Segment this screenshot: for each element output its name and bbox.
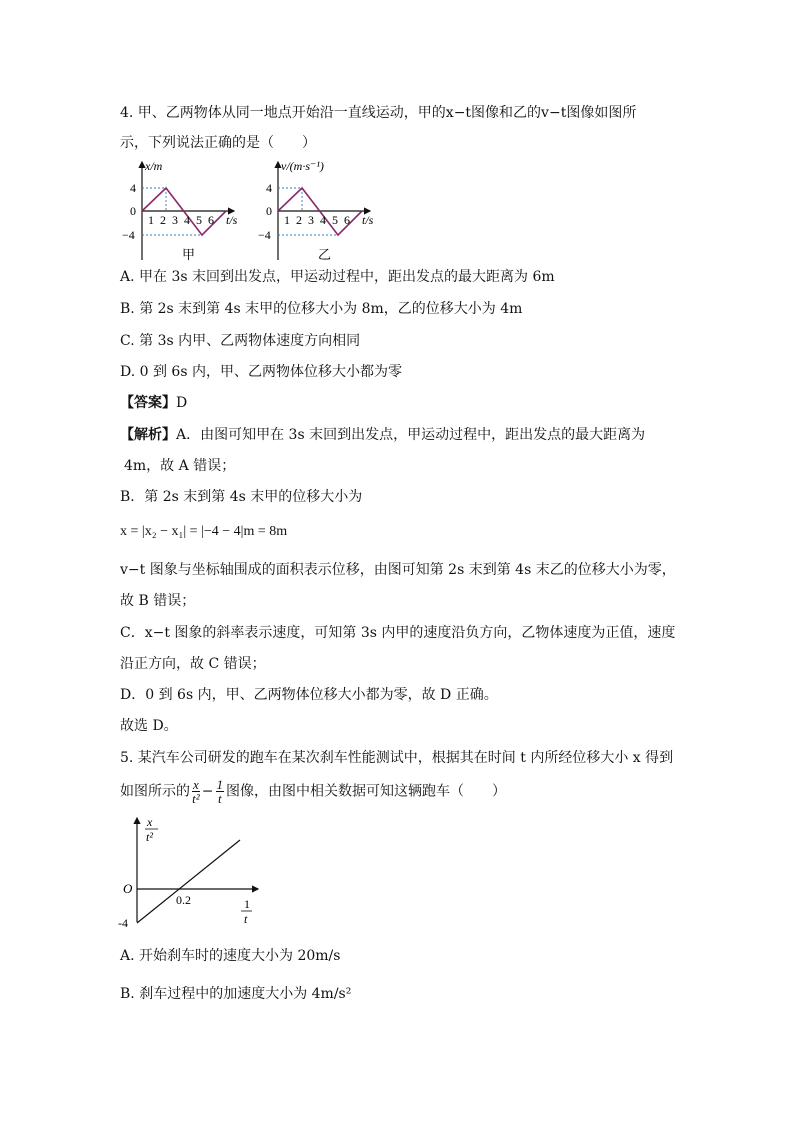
q5-line2-pre: 如图所示的 (120, 783, 190, 800)
q5-frac-1-t: $\frac{1}{t}$ (216, 777, 224, 806)
q4-stem-line2: 示，下列说法正确的是（ ） (120, 135, 316, 151)
analysis-a2: 4m，故 A 错误； (124, 458, 236, 474)
q5-stem-line1: 5. 某汽车公司研发的跑车在某次刹车性能测试中，根据其在时间 t 内所经位移大小 x 得到 (120, 750, 674, 766)
yi-xtick: 2 (296, 213, 302, 227)
q5-frac-x-t2: $\frac{x}{\text{t²}}$ (192, 777, 200, 806)
q5-option-a: A. 开始刹车时的速度大小为 20m/s (120, 948, 341, 964)
analysis-a1 (120, 425, 645, 445)
analysis-d1: D．0 到 6s 内，甲、乙两物体位移大小都为零，故 D 正确。 (120, 687, 498, 703)
jia-xtick: 4 (184, 213, 190, 227)
yi-ytick-0: 0 (266, 204, 272, 218)
q5-line (137, 840, 240, 923)
jia-xtick: 6 (208, 213, 214, 227)
yi-xlabel: t/s (362, 213, 374, 227)
q5-xtick: 0.2 (176, 893, 191, 907)
analysis-choose: 故选 D。 (120, 718, 178, 734)
analysis-tag: 【解析】 (120, 427, 176, 443)
yi-xtick: 5 (332, 213, 338, 227)
q5-stem-line2: 如图所示的 $\frac{x}{\text{t²}}$ − $\frac{1}{t}$ 图像，由图中相关数据可知这辆跑车（ ） (120, 777, 507, 806)
yi-xtick: 4 (320, 213, 326, 227)
yi-ylabel: v/(m·s⁻¹) (281, 159, 324, 173)
q4-option-b: B. 第 2s 末到第 4s 末甲的位移大小为 8m，乙的位移大小为 4m (120, 301, 523, 317)
yi-ytick-4: 4 (266, 181, 272, 195)
jia-caption: 甲 (182, 247, 196, 262)
jia-xtick: 1 (148, 213, 154, 227)
analysis-b2: v−t 图象与坐标轴围成的面积表示位移，由图可知第 2s 末到第 4s 末乙的位移大小为零， (120, 562, 676, 578)
q5-ylabel-num: x (147, 815, 153, 829)
q5-xlabel-den: t (244, 912, 248, 926)
yi-xtick: 1 (284, 213, 290, 227)
graph-yi (258, 156, 393, 264)
analysis-c2: 沿正方向，故 C 错误； (120, 656, 266, 672)
jia-xtick: 2 (160, 213, 166, 227)
q4-option-d: D. 0 到 6s 内，甲、乙两物体位移大小都为零 (120, 364, 402, 380)
analysis-c1: C．x−t 图象的斜率表示速度，可知第 3s 内甲的速度沿负方向，乙物体速度为正值，速度 (120, 625, 676, 641)
jia-ylabel: x/m (145, 159, 163, 173)
q4-stem-line1: 4. 甲、乙两物体从同一地点开始沿一直线运动，甲的x−t图像和乙的v−t图像如图所 (120, 105, 637, 121)
answer-line (120, 393, 187, 413)
q5-ytick: -4 (118, 916, 128, 927)
q5-xlabel-num: 1 (244, 897, 250, 911)
jia-ytick-neg4: −4 (122, 228, 135, 242)
jia-xtick: 3 (172, 213, 178, 227)
analysis-b1: B．第 2s 末到第 4s 末甲的位移大小为 (120, 489, 363, 505)
yi-ytick-neg4: −4 (258, 228, 271, 242)
analysis-formula: x = |x₂ − x₁| = |−4 − 4|m = 8m (120, 524, 288, 539)
q4-option-c: C. 第 3s 内甲、乙两物体速度方向相同 (120, 333, 361, 349)
q4-option-a: A. 甲在 3s 末回到出发点，甲运动过程中，距出发点的最大距离为 6m (120, 269, 555, 285)
jia-xtick: 5 (196, 213, 202, 227)
q5-origin: O (123, 881, 133, 896)
graph-jia (122, 156, 257, 264)
yi-xtick: 3 (308, 213, 314, 227)
q5-option-b: B. 刹车过程中的加速度大小为 4m/s² (120, 986, 352, 1002)
analysis-b3: 故 B 错误； (120, 593, 196, 609)
answer-tag: 【答案】 (120, 395, 176, 411)
q5-line2-post: 图像，由图中相关数据可知这辆跑车（ ） (226, 783, 507, 800)
yi-caption: 乙 (318, 247, 332, 262)
q5-graph (118, 812, 268, 927)
analysis-a1-text: A．由图可知甲在 3s 末回到出发点，甲运动过程中，距出发点的最大距离为 (176, 427, 646, 443)
q5-ylabel-den: t² (146, 830, 153, 844)
jia-xlabel: t/s (226, 213, 238, 227)
jia-ytick-0: 0 (130, 204, 136, 218)
yi-xtick: 6 (344, 213, 350, 227)
answer-value: D (176, 395, 188, 411)
jia-ytick-4: 4 (130, 181, 136, 195)
